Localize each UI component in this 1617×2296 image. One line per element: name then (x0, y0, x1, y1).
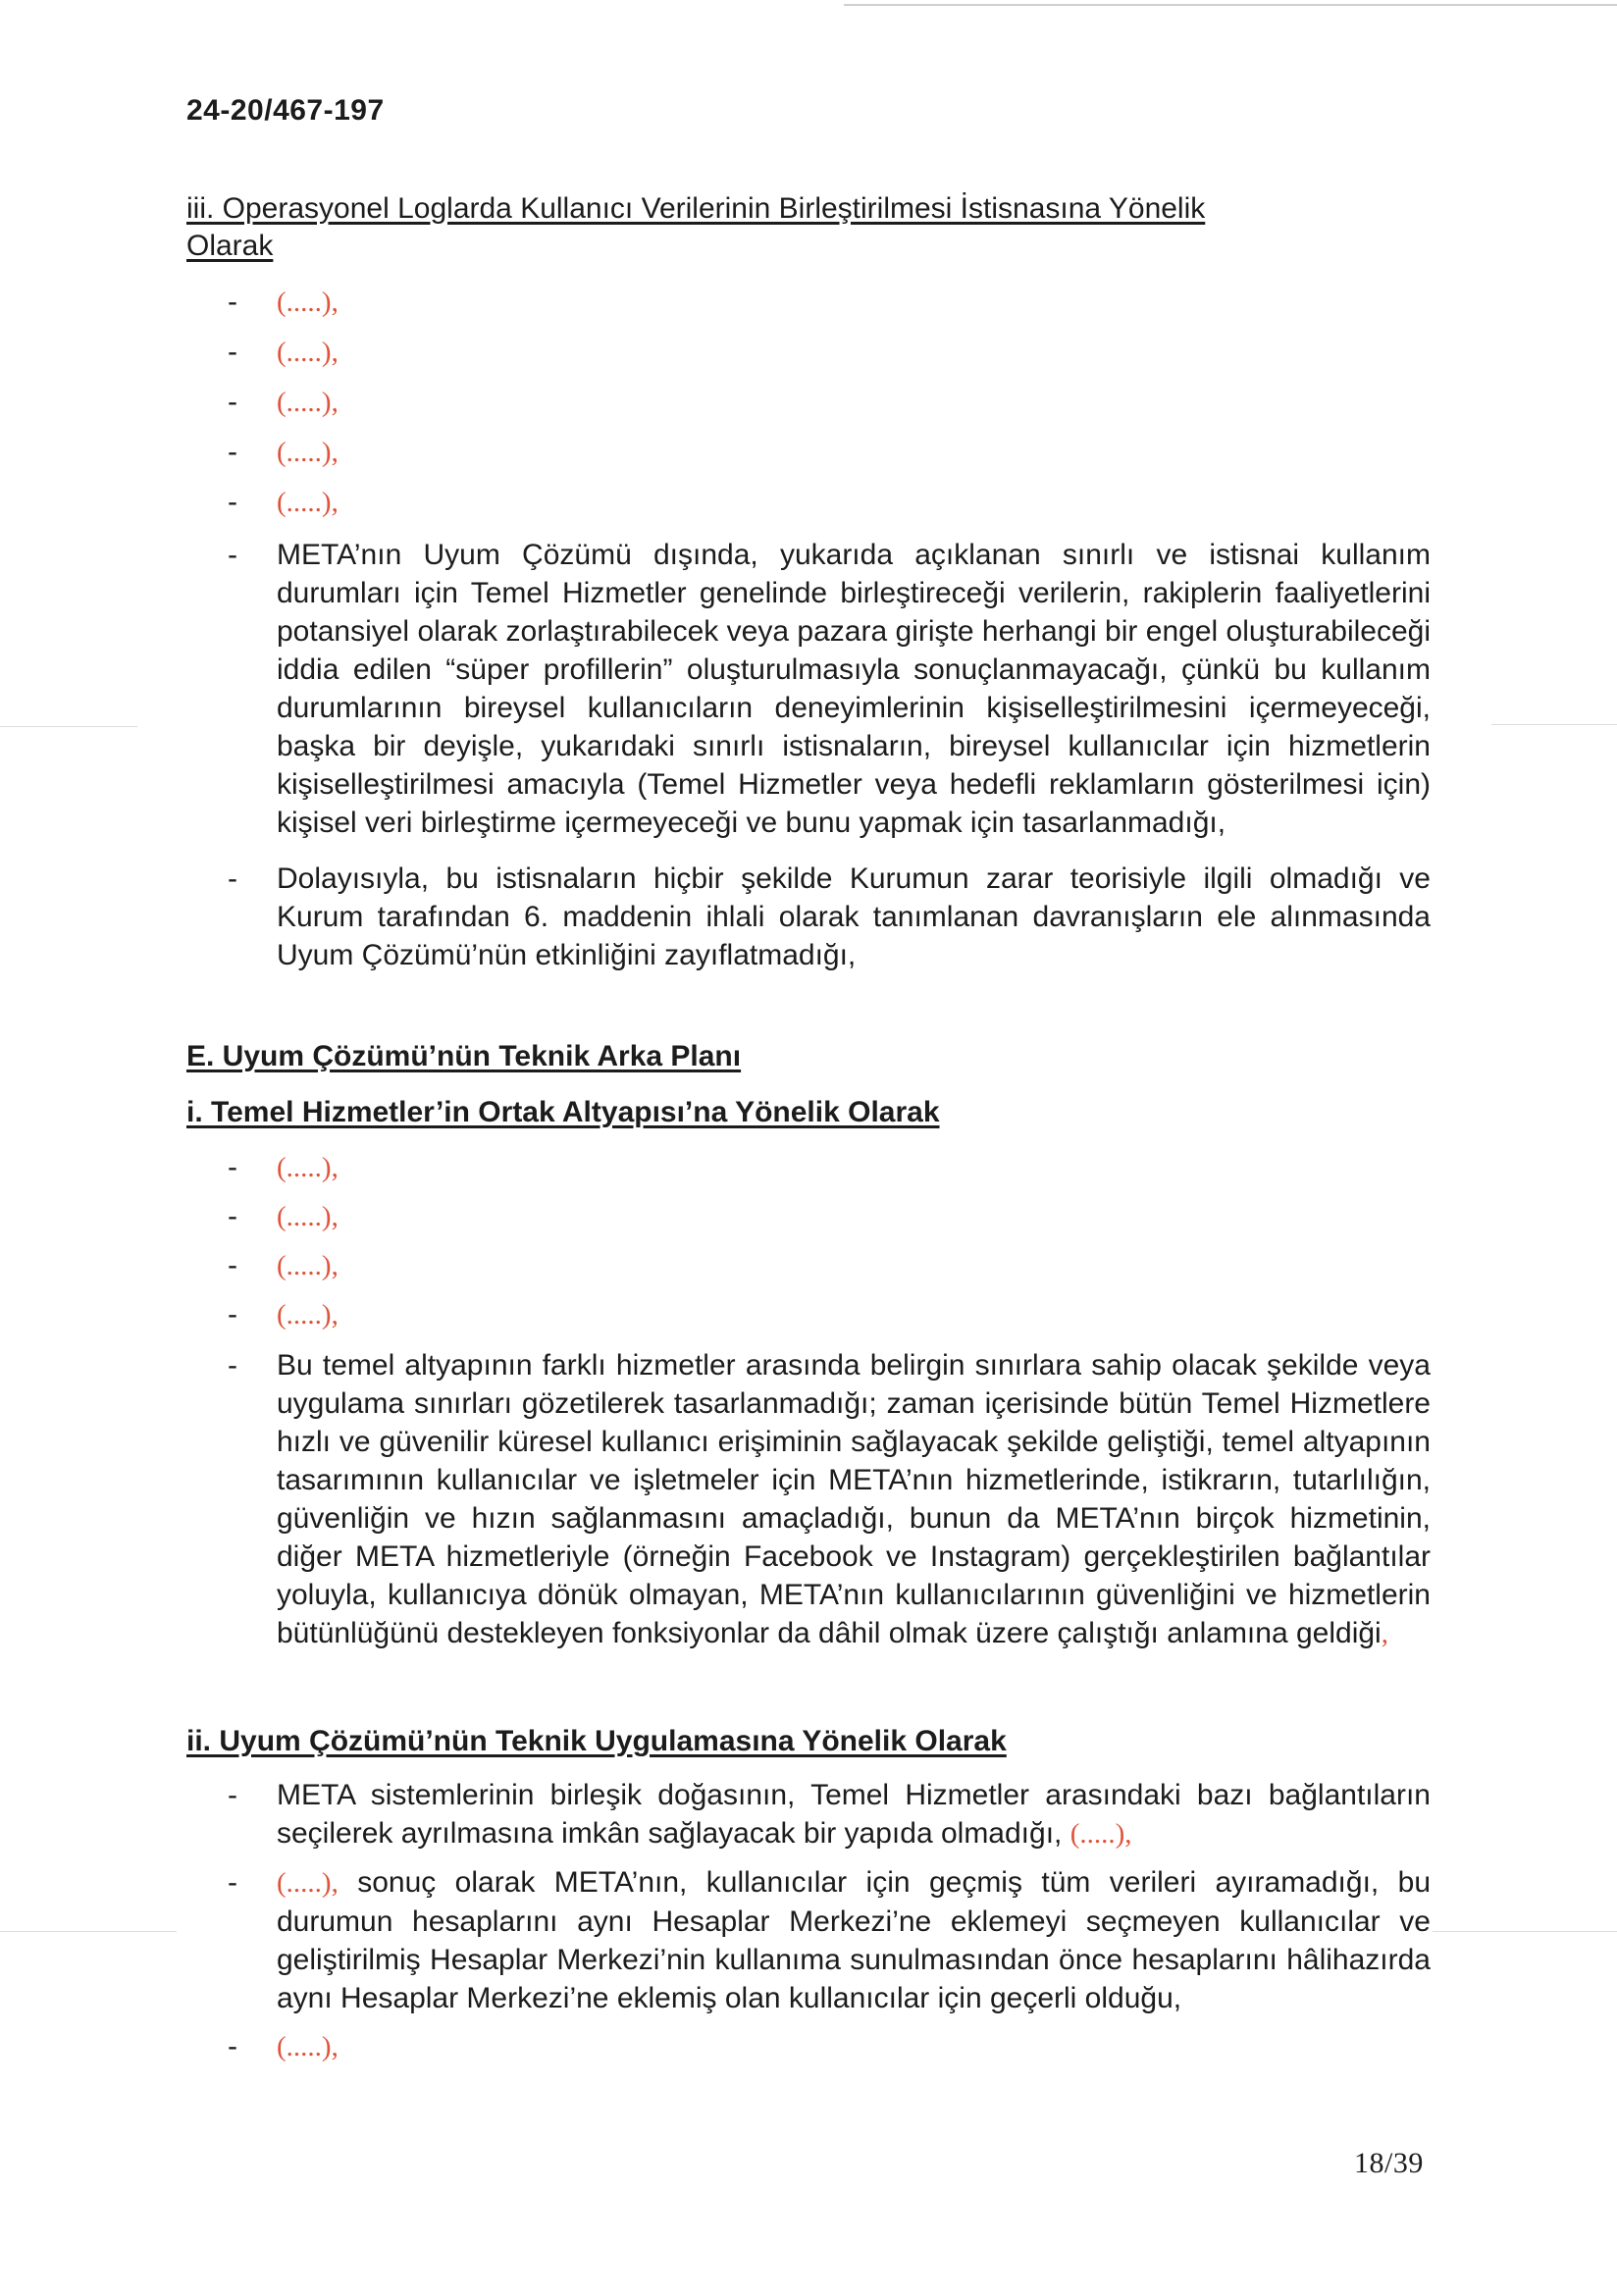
list-item: - (.....), (228, 1298, 339, 1331)
redacted-text: (.....), (277, 1250, 339, 1281)
scan-fold-line (1433, 1931, 1617, 1932)
redacted-text: (.....), (277, 2031, 339, 2062)
scan-fold-line (1491, 724, 1617, 725)
section-iii-title-line1: iii. Operasyonel Loglarda Kullanıcı Verilerinin Birleştirilmesi İstisnasına Yönelik (186, 192, 1206, 225)
redacted-text: (.....), (277, 387, 339, 418)
paragraph-text: Dolayısıyla, bu istisnaların hiçbir şekilde Kurumun zarar teorisiyle ilgili olmadığı ve Kurum tarafından 6. maddenin ihlali olarak tanımlanan davranışların ele alınmasında Uyum Çözümü’nün etkinliğini zayıflatmadığı, (277, 862, 1431, 971)
list-item: - (.....), (228, 386, 339, 418)
scan-fold-line (0, 1931, 177, 1932)
redacted-text: (.....), (277, 337, 339, 368)
paragraph-text: META sistemlerinin birleşik doğasının, Temel Hizmetler arasındaki bazı bağlantıların seçilerek ayrılmasına imkân sağlayacak bir yapıda olmadığı, (277, 1779, 1431, 1850)
paragraph-text: META’nın Uyum Çözümü dışında, yukarıda açıklanan sınırlı ve istisnai kullanım durumları için Temel Hizmetler genelinde birleştireceği verilerin, rakiplerin faaliyetlerini potansiyel olarak zorlaştırabilecek veya pazara girişte herhangi bir engel oluşturabileceği iddia edilen “süper profillerin” oluşturulmasıyla sonuçlanmayacağı, çünkü bu kullanım durumlarının bireysel kullanıcıların deneyimlerinin kişiselleştirilmesini içermeyeceği, başka bir deyişle, yukarıdaki sınırlı istisnaların, bireysel kullanıcılar için hizmetlerin kişiselleştirilmesi amacıyla (Temel Hizmetler veya hedefli reklamların gösterilmesi için) kişisel veri birleştirme içermeyeceği ve bunu yapmak için tasarlanmadığı, (277, 539, 1431, 839)
document-number: 24-20/467-197 (186, 94, 385, 127)
list-item: - (.....), (228, 436, 339, 468)
list-item: - META’nın Uyum Çözümü dışında, yukarıda açıklanan sınırlı ve istisnai kullanım durumları için Temel Hizmetler genelinde birleştireceği verilerin, rakiplerin faaliyetlerini potansiyel olarak zorlaştırabilecek veya pazara girişte herhangi bir engel oluşturabileceği iddia edilen “süper profillerin” oluşturulmasıyla sonuçlanmayacağı, çünkü bu kullanım durumlarının bireysel kullanıcıların deneyimlerinin kişiselleştirilmesini içermeyeceği, başka bir deyişle, yukarıdaki sınırlı istisnaların, bireysel kullanıcılar için hizmetlerin kişiselleştirilmesi amacıyla (Temel Hizmetler veya hedefli reklamların gösterilmesi için) kişisel veri birleştirme içermeyeceği ve bunu yapmak için tasarlanmadığı, (228, 539, 1431, 839)
paragraph-text: sonuç olarak META’nın, kullanıcılar için geçmiş tüm verileri ayıramadığı, bu durumun hesaplarını aynı Hesaplar Merkezi’ne eklemeyi seçmeyen kullanıcılar ve geliştirilmiş Hesaplar Merkezi’nin kullanıma sunulmasından önce hesaplarını hâlihazırda aynı Hesaplar Merkezi’ne eklemiş olan kullanıcılar için geçerli olduğu, (277, 1866, 1432, 2014)
redacted-text: (.....), (277, 1201, 339, 1232)
section-e-i-title: i. Temel Hizmetler’in Ortak Altyapısı’na Yönelik Olarak (186, 1096, 940, 1128)
list-item: - (.....), (228, 286, 339, 318)
section-iii-title-line2: Olarak (186, 230, 274, 262)
list-item: - Bu temel altyapının farklı hizmetler arasında belirgin sınırlara sahip olacak şekilde veya uygulama sınırları gözetilerek tasarlanmadığı; zaman içerisinde bütün Temel Hizmetlere hızlı ve güvenilir küresel kullanıcı erişiminin sağlayacak şekilde geliştiği, temel altyapının tasarımının kullanıcılar ve işletmeler için META’nın hizmetlerinde, istikrarın, tutarlılığın, güvenliğin ve hızın sağlanmasını amaçladığı, bunun da META’nın birçok hizmetinin, diğer META hizmetleriyle (örneğin Facebook ve Instagram) gerçekleştirilen bağlantılar yoluyla, kullanıcıya dönük olmayan, META’nın kullanıcılarının güvenliğini ve hizmetlerin bütünlüğünü destekleyen fonksiyonlar da dâhil olmak üzere çalıştığı anlamına geldiği, (228, 1349, 1431, 1649)
page-number: 18/39 (1354, 2147, 1424, 2179)
list-item: - (.....), (228, 2030, 339, 2062)
redacted-text: (.....), (277, 287, 339, 318)
list-item: - (.....), (228, 1200, 339, 1232)
redacted-text: (.....), (277, 1152, 339, 1183)
section-iii-list (186, 283, 1431, 974)
section-e-ii-list (186, 1776, 1431, 2066)
list-item: - (.....), (228, 486, 339, 518)
scan-edge-line (844, 4, 1617, 6)
scan-fold-line (0, 726, 137, 727)
list-item: - (.....), (228, 336, 339, 368)
section-e-title: E. Uyum Çözümü’nün Teknik Arka Planı (186, 1040, 742, 1072)
redacted-text: (.....), (277, 1299, 339, 1331)
list-item: - (.....), (228, 1151, 339, 1183)
paragraph-text: Bu temel altyapının farklı hizmetler arasında belirgin sınırlara sahip olacak şekilde veya uygulama sınırları gözetilerek tasarlanmadığı; zaman içerisinde bütün Temel Hizmetlere hızlı ve güvenilir küresel kullanıcı erişiminin sağlayacak şekilde geliştiği, temel altyapının tasarımının kullanıcılar ve işletmeler için META’nın hizmetlerinde, istikrarın, tutarlılığın, güvenliğin ve hızın sağlanmasını amaçladığı, bunun da META’nın birçok hizmetinin, diğer META hizmetleriyle (örneğin Facebook ve Instagram) gerçekleştirilen bağlantılar yoluyla, kullanıcıya dönük olmayan, META’nın kullanıcılarının güvenliğini ve hizmetlerin bütünlüğünü destekleyen fonksiyonlar da dâhil olmak üzere çalıştığı anlamına geldiği (277, 1349, 1431, 1649)
list-item: - META sistemlerinin birleşik doğasının, Temel Hizmetler arasındaki bazı bağlantıların seçilerek ayrılmasına imkân sağlayacak bir yapıda olmadığı, (.....), (228, 1779, 1431, 1850)
list-item: - Dolayısıyla, bu istisnaların hiçbir şekilde Kurumun zarar teorisiyle ilgili olmadığı ve Kurum tarafından 6. maddenin ihlali olarak tanımlanan davranışların ele alınmasında Uyum Çözümü’nün etkinliğini zayıflatmadığı, (228, 862, 1431, 971)
redacted-mark: , (1381, 1618, 1388, 1649)
redacted-text: (.....), (277, 487, 339, 518)
list-item: - (.....), (228, 1249, 339, 1281)
redacted-text: (.....), (1069, 1818, 1132, 1850)
redacted-text: (.....), (277, 437, 339, 468)
section-e-ii-title: ii. Uyum Çözümü’nün Teknik Uygulamasına Yönelik Olarak (186, 1725, 1007, 1757)
list-item: - (.....), sonuç olarak META’nın, kullanıcılar için geçmiş tüm verileri ayıramadığı, bu durumun hesaplarını aynı Hesaplar Merkezi’ne eklemeyi seçmeyen kullanıcılar ve geliştirilmiş Hesaplar Merkezi’nin kullanıma sunulmasından önce hesaplarını hâlihazırda aynı Hesaplar Merkezi’ne eklemiş olan kullanıcılar için geçerli olduğu, (228, 1866, 1432, 2014)
section-e-i-list (186, 1148, 1431, 1653)
redacted-text: (.....), (277, 1867, 339, 1899)
